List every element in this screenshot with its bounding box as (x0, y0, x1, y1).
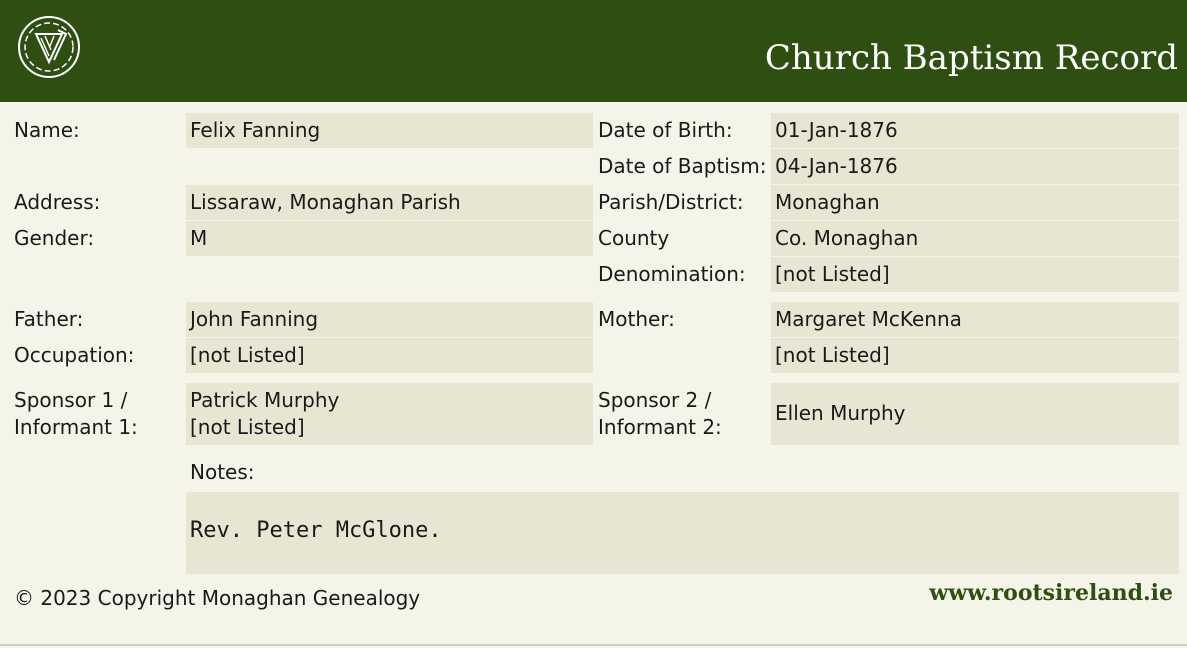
father-label: Father: (14, 307, 84, 331)
gender-value: M (186, 221, 593, 256)
sponsor-1-name: Patrick Murphy (190, 388, 340, 412)
bottom-divider (0, 644, 1187, 646)
name-value: Felix Fanning (186, 113, 593, 148)
harp-emblem-icon (14, 12, 84, 82)
mother-label: Mother: (598, 307, 675, 331)
sponsor-1-label (14, 388, 138, 439)
sponsor-2-value: Ellen Murphy (771, 383, 1179, 445)
name-label: Name: (14, 118, 80, 142)
mother-occupation-value: [not Listed] (771, 338, 1179, 373)
date-of-baptism-label: Date of Baptism: (598, 154, 767, 178)
parish-district-label: Parish/District: (598, 190, 744, 214)
page-title: Church Baptism Record (764, 38, 1178, 78)
sponsor-1-label-line2: Informant 1: (14, 415, 138, 439)
occupation-label: Occupation: (14, 343, 135, 367)
date-of-birth-label: Date of Birth: (598, 118, 733, 142)
sponsor-1-extra: [not Listed] (190, 415, 305, 439)
gender-label: Gender: (14, 226, 95, 250)
county-value: Co. Monaghan (771, 221, 1179, 256)
father-value: John Fanning (186, 302, 593, 337)
mother-value: Margaret McKenna (771, 302, 1179, 337)
date-of-baptism-value: 04-Jan-1876 (771, 149, 1179, 184)
county-label: County (598, 226, 670, 250)
sponsor-2-label (598, 388, 722, 439)
notes-label: Notes: (190, 460, 255, 484)
header-bar (0, 0, 1187, 102)
sponsor-1-label-line1: Sponsor 1 / (14, 388, 128, 412)
sponsor-2-label-line2: Informant 2: (598, 415, 722, 439)
date-of-birth-value: 01-Jan-1876 (771, 113, 1179, 148)
address-label: Address: (14, 190, 101, 214)
sponsor-2-label-line1: Sponsor 2 / (598, 388, 712, 412)
sponsor-1-value (186, 383, 593, 445)
parish-district-value: Monaghan (771, 185, 1179, 220)
copyright-text: © 2023 Copyright Monaghan Genealogy (14, 586, 421, 610)
address-value: Lissaraw, Monaghan Parish (186, 185, 593, 220)
notes-value: Rev. Peter McGlone. (186, 492, 1179, 574)
denomination-value: [not Listed] (771, 257, 1179, 292)
father-occupation-value: [not Listed] (186, 338, 593, 373)
website-link[interactable]: www.rootsireland.ie (929, 580, 1173, 606)
denomination-label: Denomination: (598, 262, 746, 286)
